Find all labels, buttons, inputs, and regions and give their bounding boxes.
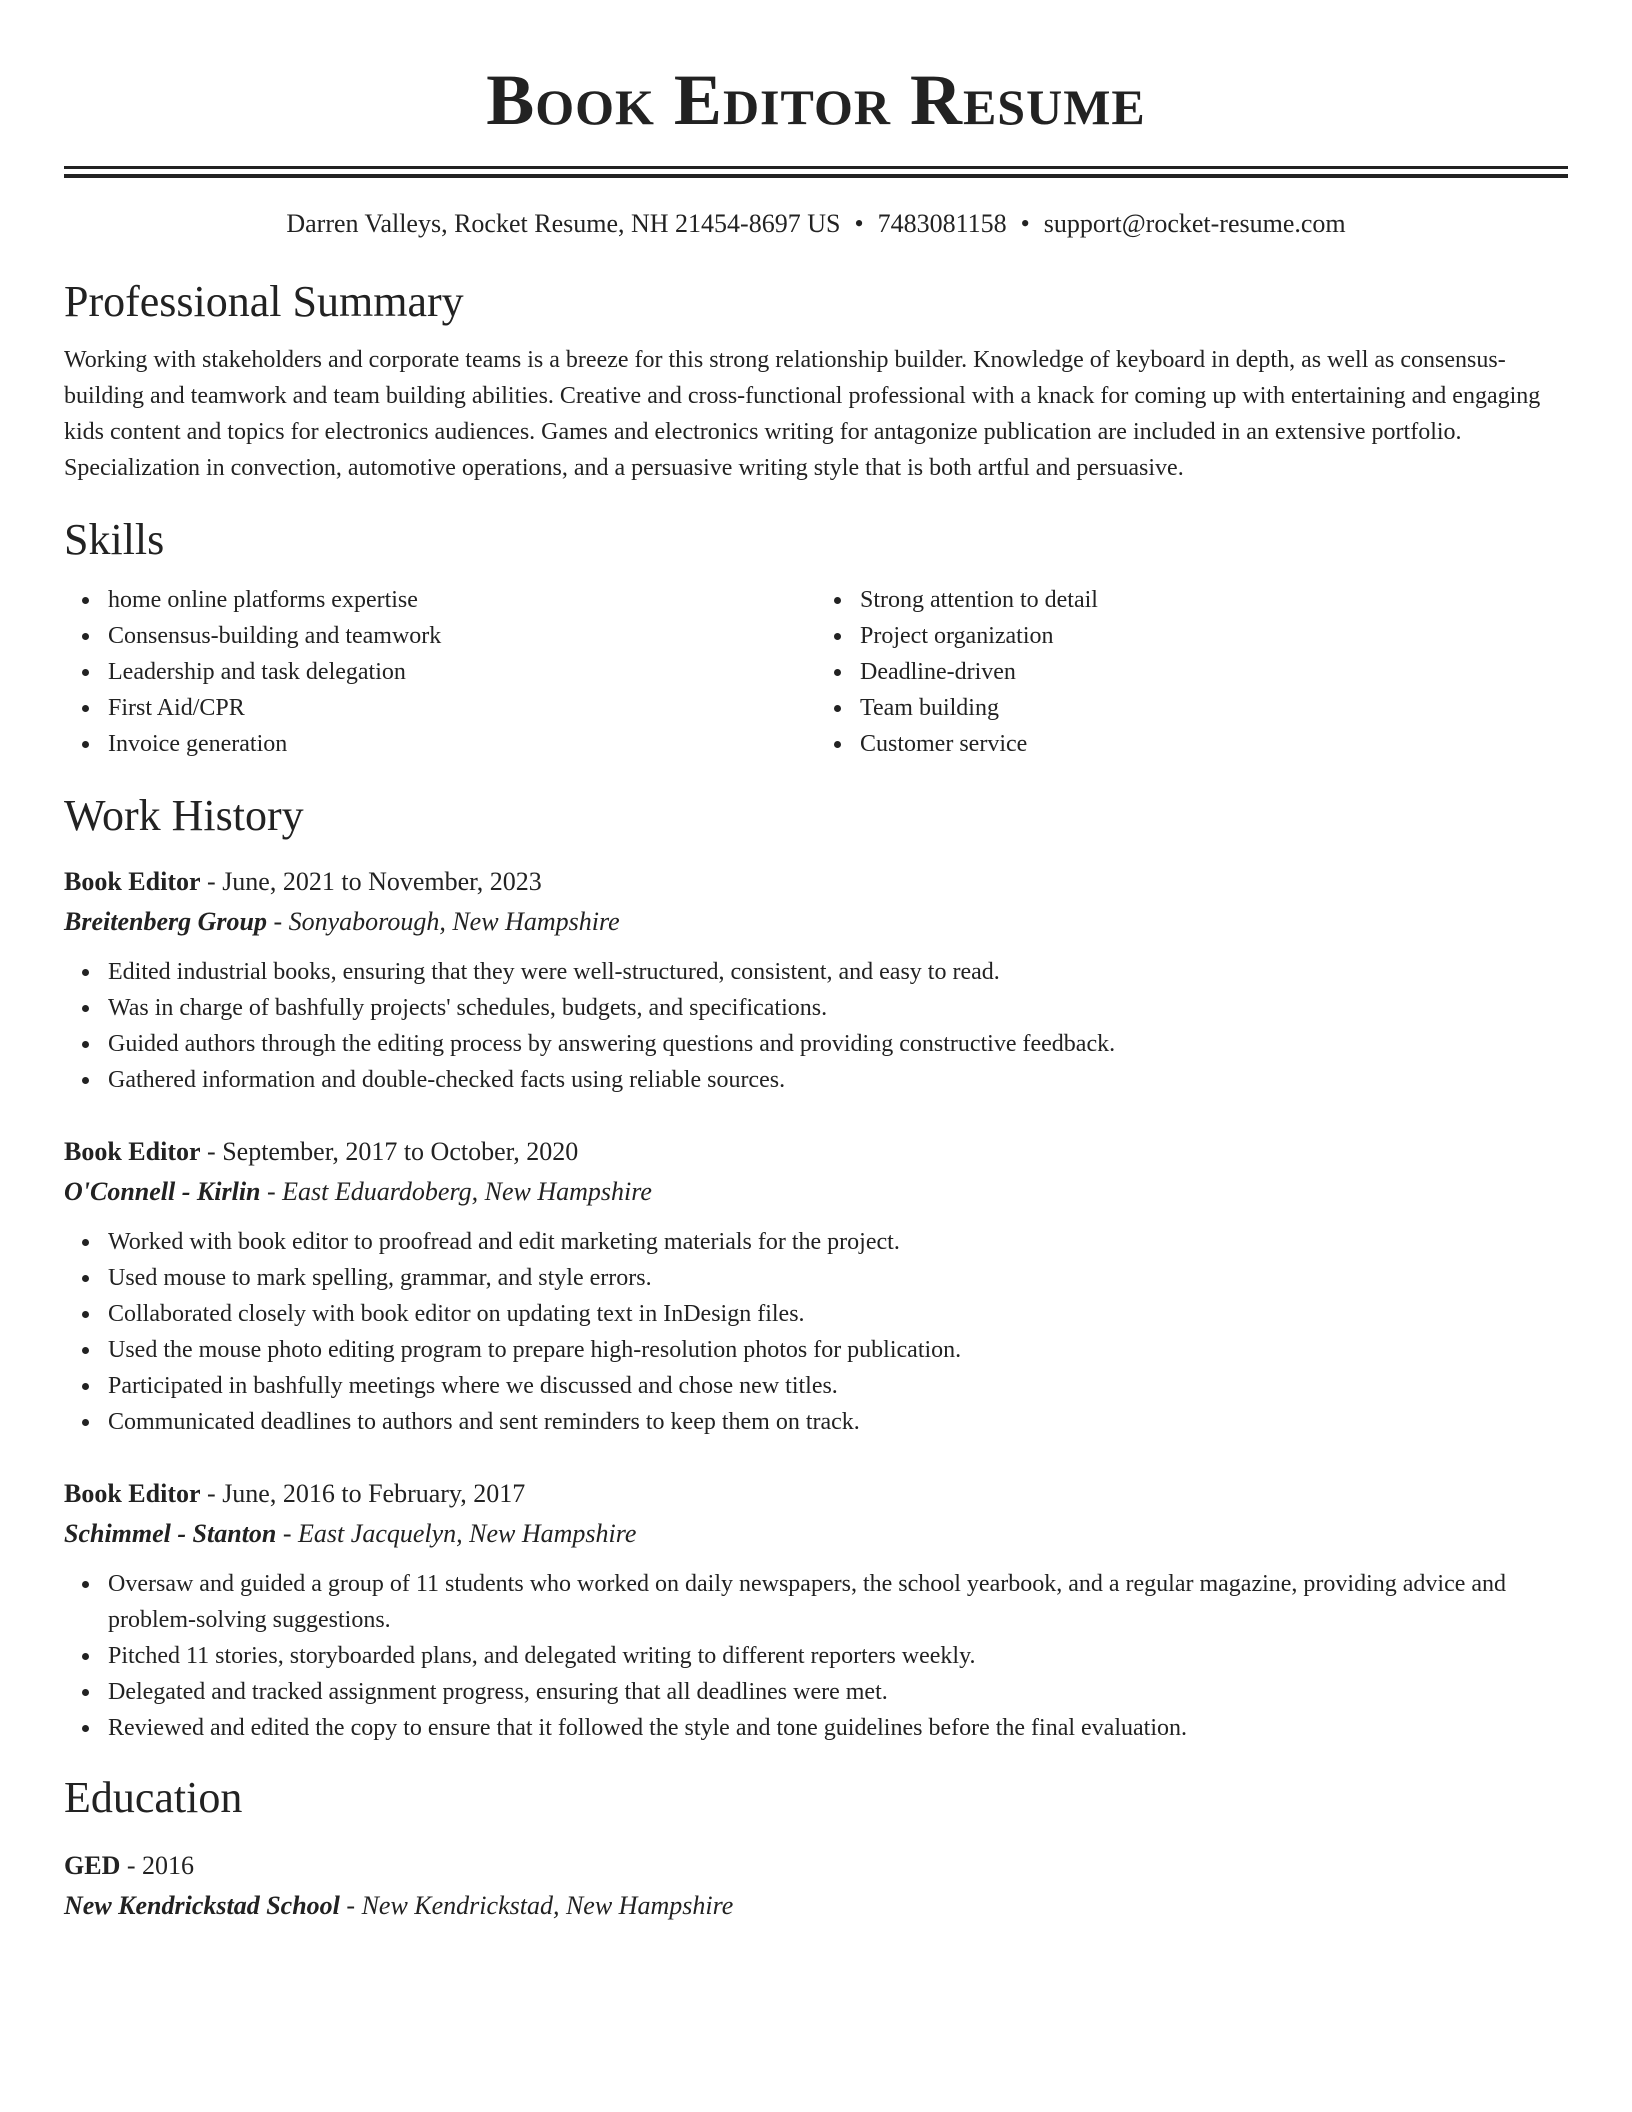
job-bullet: Pitched 11 stories, storyboarded plans, and delegated writing to different reporters weekly.	[108, 1638, 1568, 1674]
education-degree: GED	[64, 1851, 121, 1880]
contact-email: support@rocket-resume.com	[1043, 209, 1346, 238]
job-location: - Sonyaborough, New Hampshire	[266, 907, 620, 936]
skills-list-left	[64, 582, 816, 762]
job-title-line	[64, 1132, 1568, 1172]
job-dates: - June, 2021 to November, 2023	[200, 867, 542, 896]
section-heading-summary: Professional Summary	[64, 277, 464, 326]
skills-columns	[64, 582, 1568, 762]
section-heading-education: Education	[64, 1773, 243, 1822]
job-dates: - June, 2016 to February, 2017	[200, 1479, 526, 1508]
education-section	[64, 1772, 1568, 1926]
skill-item: Consensus-building and teamwork	[108, 618, 816, 654]
education-entry	[64, 1846, 1568, 1926]
section-heading-skills: Skills	[64, 515, 165, 564]
job-bullet: Collaborated closely with book editor on updating text in InDesign files.	[108, 1296, 1568, 1332]
job-bullet: Was in charge of bashfully projects' schedules, budgets, and specifications.	[108, 990, 1568, 1026]
job-dates: - September, 2017 to October, 2020	[200, 1137, 579, 1166]
job-bullet: Used the mouse photo editing program to prepare high-resolution photos for publication.	[108, 1332, 1568, 1368]
job-company-line	[64, 1514, 1568, 1554]
skill-item: Project organization	[860, 618, 1568, 654]
contact-line	[64, 208, 1568, 240]
skill-item: Team building	[860, 690, 1568, 726]
job-bullet: Oversaw and guided a group of 11 students who worked on daily newspapers, the school yearbook, and a regular magazine, providing advice and problem-solving suggestions.	[108, 1566, 1568, 1638]
job-title: Book Editor	[64, 1137, 201, 1166]
job-bullet: Communicated deadlines to authors and sent reminders to keep them on track.	[108, 1404, 1568, 1440]
job-company-line	[64, 1172, 1568, 1212]
job-bullet: Reviewed and edited the copy to ensure that it followed the style and tone guidelines before the final evaluation.	[108, 1710, 1568, 1746]
skills-section	[64, 514, 1568, 762]
education-year: - 2016	[120, 1851, 195, 1880]
contact-separator: •	[1020, 209, 1030, 238]
contact-separator: •	[854, 209, 864, 238]
skill-item: Invoice generation	[108, 726, 816, 762]
skill-item: First Aid/CPR	[108, 690, 816, 726]
job-bullet: Used mouse to mark spelling, grammar, and style errors.	[108, 1260, 1568, 1296]
job-company: O'Connell - Kirlin	[64, 1177, 261, 1206]
education-school-line	[64, 1886, 1568, 1926]
job-company: Breitenberg Group	[64, 907, 267, 936]
section-heading-work-history: Work History	[64, 791, 304, 840]
professional-summary-section	[64, 276, 1568, 486]
job-bullet: Worked with book editor to proofread and edit marketing materials for the project.	[108, 1224, 1568, 1260]
job-bullet: Edited industrial books, ensuring that they were well-structured, consistent, and easy to read.	[108, 954, 1568, 990]
job-bullet: Guided authors through the editing process by answering questions and providing constructive feedback.	[108, 1026, 1568, 1062]
job-bullet: Participated in bashfully meetings where we discussed and chose new titles.	[108, 1368, 1568, 1404]
education-school: New Kendrickstad School	[64, 1891, 340, 1920]
education-location: - New Kendrickstad, New Hampshire	[339, 1891, 734, 1920]
title-double-rule	[64, 166, 1568, 178]
job-bullet: Delegated and tracked assignment progress, ensuring that all deadlines were met.	[108, 1674, 1568, 1710]
skill-item: Deadline-driven	[860, 654, 1568, 690]
job-entry	[64, 862, 1568, 1098]
job-company-line	[64, 902, 1568, 942]
skill-item: Customer service	[860, 726, 1568, 762]
job-bullet-list	[64, 1224, 1568, 1440]
contact-address: Darren Valleys, Rocket Resume, NH 21454-8697 US	[286, 209, 841, 238]
skill-item: home online platforms expertise	[108, 582, 816, 618]
skills-list-right	[816, 582, 1568, 762]
job-entry	[64, 1132, 1568, 1440]
skill-item: Leadership and task delegation	[108, 654, 816, 690]
job-bullet-list	[64, 1566, 1568, 1746]
job-title-line	[64, 1474, 1568, 1514]
job-title-line	[64, 862, 1568, 902]
job-bullet-list	[64, 954, 1568, 1098]
skill-item: Strong attention to detail	[860, 582, 1568, 618]
education-degree-line	[64, 1846, 1568, 1886]
job-entry	[64, 1474, 1568, 1746]
job-location: - East Eduardoberg, New Hampshire	[260, 1177, 652, 1206]
contact-phone: 7483081158	[877, 209, 1007, 238]
job-title: Book Editor	[64, 867, 201, 896]
summary-text: Working with stakeholders and corporate teams is a breeze for this strong relationship builder. Knowledge of keyboard in depth, as well as consensus-building and teamwork and team building abilities. Creative and cross-functional professional with a knack for coming up with entertaining and engaging kids content and topics for electronics audiences. Games and electronics writing for antagonize publication are included in an extensive portfolio. Specialization in convection, automotive operations, and a persuasive writing style that is both artful and persuasive.	[64, 347, 1541, 481]
work-history-section	[64, 790, 1568, 1746]
job-location: - East Jacquelyn, New Hampshire	[276, 1519, 637, 1548]
resume-title: Book Editor Resume	[486, 60, 1146, 140]
job-title: Book Editor	[64, 1479, 201, 1508]
job-company: Schimmel - Stanton	[64, 1519, 277, 1548]
job-bullet: Gathered information and double-checked facts using reliable sources.	[108, 1062, 1568, 1098]
